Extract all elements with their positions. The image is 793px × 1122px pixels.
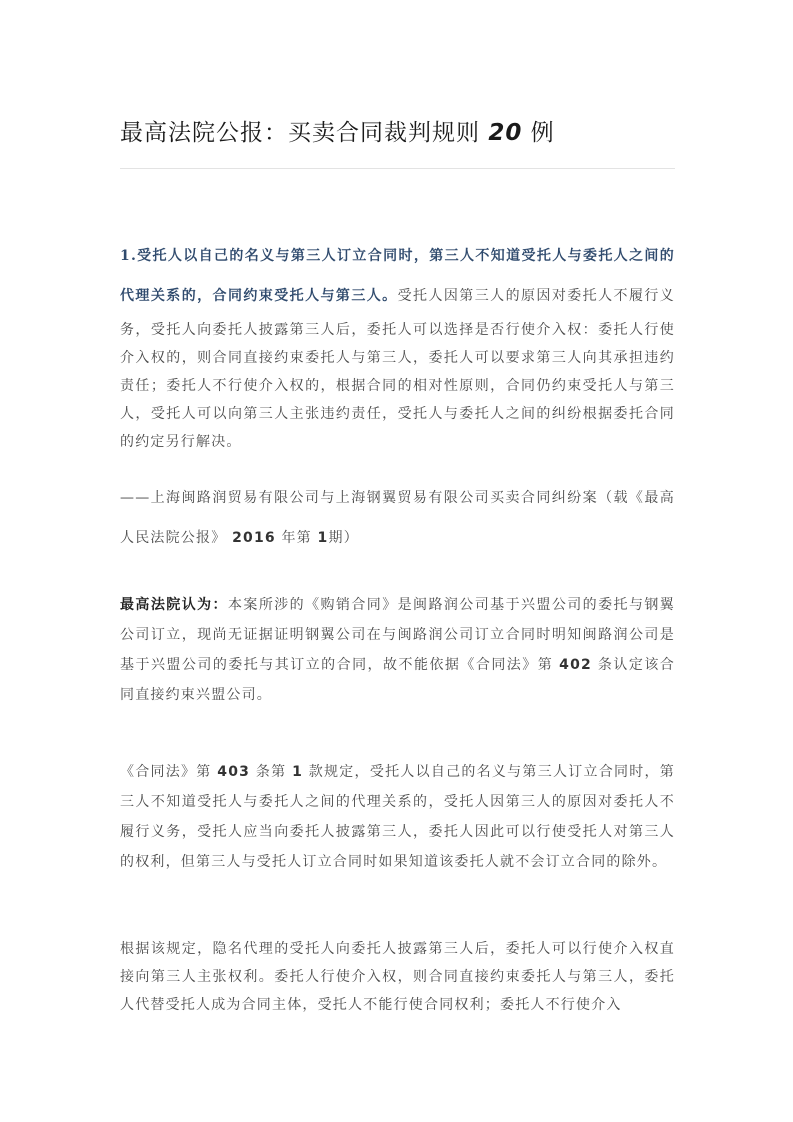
court-opinion-label: 最高法院认为： bbox=[120, 597, 228, 613]
statute-text-b: 条第 bbox=[255, 764, 287, 780]
citation-issue: 1 bbox=[317, 530, 329, 546]
rule-1-paragraph bbox=[120, 236, 675, 456]
rule-1-body: 受托人因第三人的原因对委托人不履行义务，受托人向委托人披露第三人后，委托人可以选择是否行使介入权：委托人行使介入权的，则合同直接约束委托人与第三人，委托人可以要求第三人向其承担违约责任；委托人不行使介入权的，根据合同的相对性原则，合同仍约束受托人与第三人，受托人可以向第三人主张违约责任，受托人与委托人之间的纠纷根据委托合同的约定另行解决。 bbox=[120, 288, 675, 450]
citation-text-c: 期） bbox=[328, 530, 359, 546]
citation-year: 2016 bbox=[232, 530, 276, 546]
court-opinion-text-b: 条认定该合同直接约束兴盟公司。 bbox=[120, 657, 676, 703]
court-opinion-text: 本案所涉的《购销合同》是闽路润公司基于兴盟公司的委托与钢翼公司订立，现尚无证据证明钢翼公司在与闽路润公司订立合同时明知闽路润公司是基于兴盟公司的委托与其订立的合同，故不能依据《合同法》第 bbox=[120, 597, 675, 673]
statute-article-number: 403 bbox=[217, 764, 251, 780]
analysis-text: 根据该规定，隐名代理的受托人向委托人披露第三人后，委托人可以行使介入权直接向第三人主张权利。委托人行使介入权，则合同直接约束委托人与第三人，委托人代替受托人成为合同主体，受托人不能行使合同权利；委托人不行使介入 bbox=[120, 941, 675, 1013]
statute-text-c: 款规定，受托人以自己的名义与第三人订立合同时，第三人不知道受托人与委托人之间的代理关系的，受托人因第三人的原因对委托人不履行义务，受托人应当向委托人披露第三人，委托人因此可以行使受托人对第三人的权利，但第三人与受托人订立合同时如果知道该委托人就不会订立合同的除外。 bbox=[120, 764, 675, 870]
title-prefix: 最高法院公报：买卖合同裁判规则 bbox=[120, 120, 480, 146]
case-citation bbox=[120, 478, 675, 558]
statute-paragraph bbox=[120, 757, 675, 877]
page-title bbox=[120, 114, 555, 147]
analysis-paragraph bbox=[120, 935, 675, 1019]
title-number: 20 bbox=[488, 120, 523, 146]
statute-text: 《合同法》第 bbox=[120, 764, 212, 780]
statute-clause-number: 1 bbox=[292, 764, 304, 780]
rule-1-lead: 1.受托人以自己的名义与第三人订立合同时，第三人不知道受托人与委托人之间的代理关系的，合同约束受托人与第三人。 bbox=[120, 248, 675, 304]
article-number: 402 bbox=[559, 657, 592, 673]
court-opinion-paragraph bbox=[120, 590, 675, 710]
citation-text: ——上海闽路润贸易有限公司与上海钢翼贸易有限公司买卖合同纠纷案（载《最高人民法院公报》 bbox=[120, 490, 675, 546]
citation-text-b: 年第 bbox=[281, 530, 312, 546]
title-suffix: 例 bbox=[530, 120, 555, 146]
title-divider bbox=[120, 168, 675, 169]
